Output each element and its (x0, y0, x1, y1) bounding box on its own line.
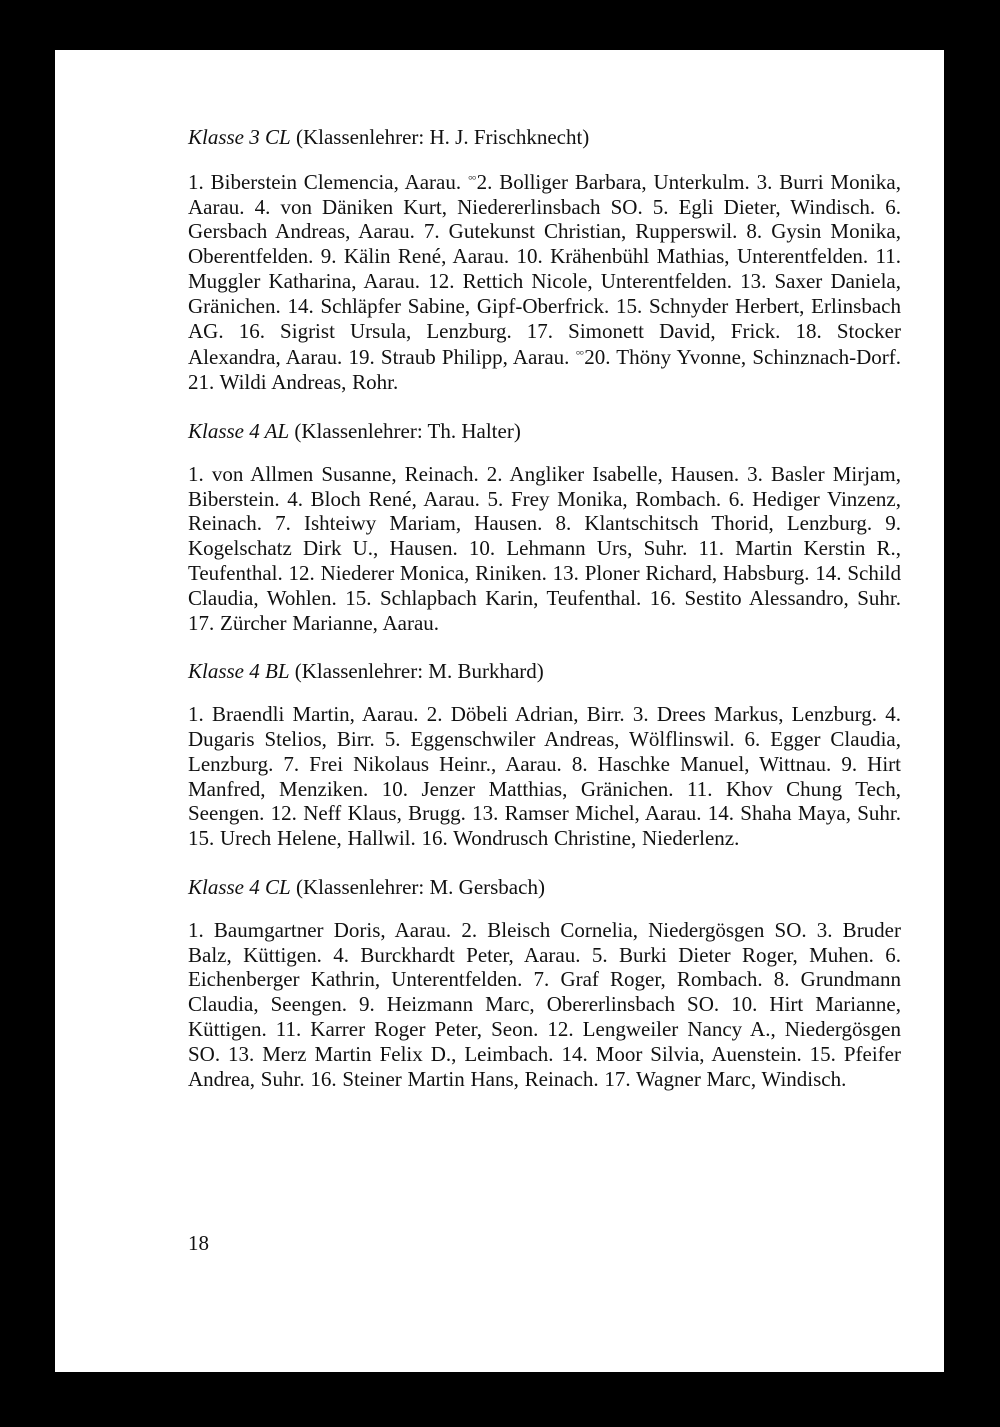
class-list-content (188, 125, 901, 1115)
double-circle-marker: °° (575, 348, 584, 363)
class-name: Klasse 3 CL (188, 125, 291, 149)
class-teacher: (Klassenlehrer: M. Gersbach) (295, 874, 545, 899)
double-circle-marker: °° (468, 172, 476, 187)
section-3cl (188, 125, 901, 395)
class-name: Klasse 4 AL (188, 418, 290, 443)
student-list-text: 20. Thöny Yvonne, Schinznach-Dorf. 21. Wildi Andreas, Rohr. (188, 345, 902, 395)
section-heading (188, 419, 901, 444)
section-heading (188, 875, 901, 900)
class-teacher: (Klassenlehrer: M. Burkhard) (294, 659, 544, 684)
student-list: 1. Braendli Martin, Aarau. 2. Döbeli Adrian, Birr. 3. Drees Markus, Lenzburg. 4. Dugaris Stelios, Birr. 5. Eggenschwiler Andreas, Wölflinswil. 6. Egger Claudia, Lenzburg. 7. Frei Nikolaus Heinr., Aarau. 8. Haschke Manuel, Wittnau. 9. Hirt Manfred, Menziken. 10. Jenzer Matthias, Gränichen. 11. Khov Chung Tech, Seengen. 12. Neff Klaus, Brugg. 13. Ramser Michel, Aarau. 14. Shaha Maya, Suhr. 15. Urech Helene, Hallwil. 16. Wondrusch Christine, Niederlenz. (188, 702, 901, 851)
section-4bl (188, 659, 901, 851)
class-teacher: (Klassenlehrer: Th. Halter) (294, 418, 521, 443)
student-list: 1. von Allmen Susanne, Reinach. 2. Angliker Isabelle, Hausen. 3. Basler Mirjam, Biberstein. 4. Bloch René, Aarau. 5. Frey Monika, Rombach. 6. Hediger Vinzenz, Reinach. 7. Ishteiwy Mariam, Hausen. 8. Klantschitsch Thorid, Lenzburg. 9. Kogelschatz Dirk U., Hausen. 10. Lehmann Urs, Suhr. 11. Martin Kerstin R., Teufenthal. 12. Niederer Monica, Riniken. 13. Ploner Richard, Habsburg. 14. Schild Claudia, Wohlen. 15. Schlapbach Karin, Teufenthal. 16. Sestito Alessandro, Suhr. 17. Zürcher Marianne, Aarau. (188, 461, 901, 635)
section-heading (188, 125, 901, 150)
student-list-text: 1. Biberstein Clemencia, Aarau. (188, 169, 462, 194)
class-name: Klasse 4 BL (188, 659, 290, 684)
document-page (55, 50, 944, 1372)
section-4al (188, 419, 901, 635)
class-name: Klasse 4 CL (188, 874, 291, 899)
class-teacher: (Klassenlehrer: H. J. Frischknecht) (295, 125, 590, 149)
student-list-text: 2. Bolliger Barbara, Unterkulm. 3. Burri Monika, Aarau. 4. von Däniken Kurt, Niedererlinsbach SO. 5. Egli Dieter, Windisch. 6. Gersbach Andreas, Aarau. 7. Gutekunst Christian, Rupperswil. 8. Gysin Monika, Oberentfelden. 9. Kälin René, Aarau. 10. Krähenbühl Mathias, Unterentfelden. 11. Muggler Katharina, Aarau. 12. Rettich Nicole, Unterentfelden. 13. Saxer Daniela, Gränichen. 14. Schläpfer Sabine, Gipf-Oberfrick. 15. Schnyder Herbert, Erlinsbach AG. 16. Sigrist Ursula, Lenzburg. 17. Simonett David, Frick. 18. Stocker Alexandra, Aarau. 19. Straub Philipp, Aarau. (188, 169, 901, 370)
section-4cl (188, 875, 901, 1091)
student-list: 1. Baumgartner Doris, Aarau. 2. Bleisch Cornelia, Niedergösgen SO. 3. Bruder Balz, Küttigen. 4. Burckhardt Peter, Aarau. 5. Burki Dieter Roger, Muhen. 6. Eichenberger Kathrin, Unterentfelden. 7. Graf Roger, Rombach. 8. Grundmann Claudia, Seengen. 9. Heizmann Marc, Obererlinsbach SO. 10. Hirt Marianne, Küttigen. 11. Karrer Roger Peter, Seon. 12. Lengweiler Nancy A., Niedergösgen SO. 13. Merz Martin Felix D., Leimbach. 14. Moor Silvia, Auenstein. 15. Pfeifer Andrea, Suhr. 16. Steiner Martin Hans, Reinach. 17. Wagner Marc, Windisch. (188, 917, 901, 1091)
section-heading (188, 659, 901, 684)
student-list (188, 168, 901, 395)
page-number: 18 (188, 1231, 209, 1255)
